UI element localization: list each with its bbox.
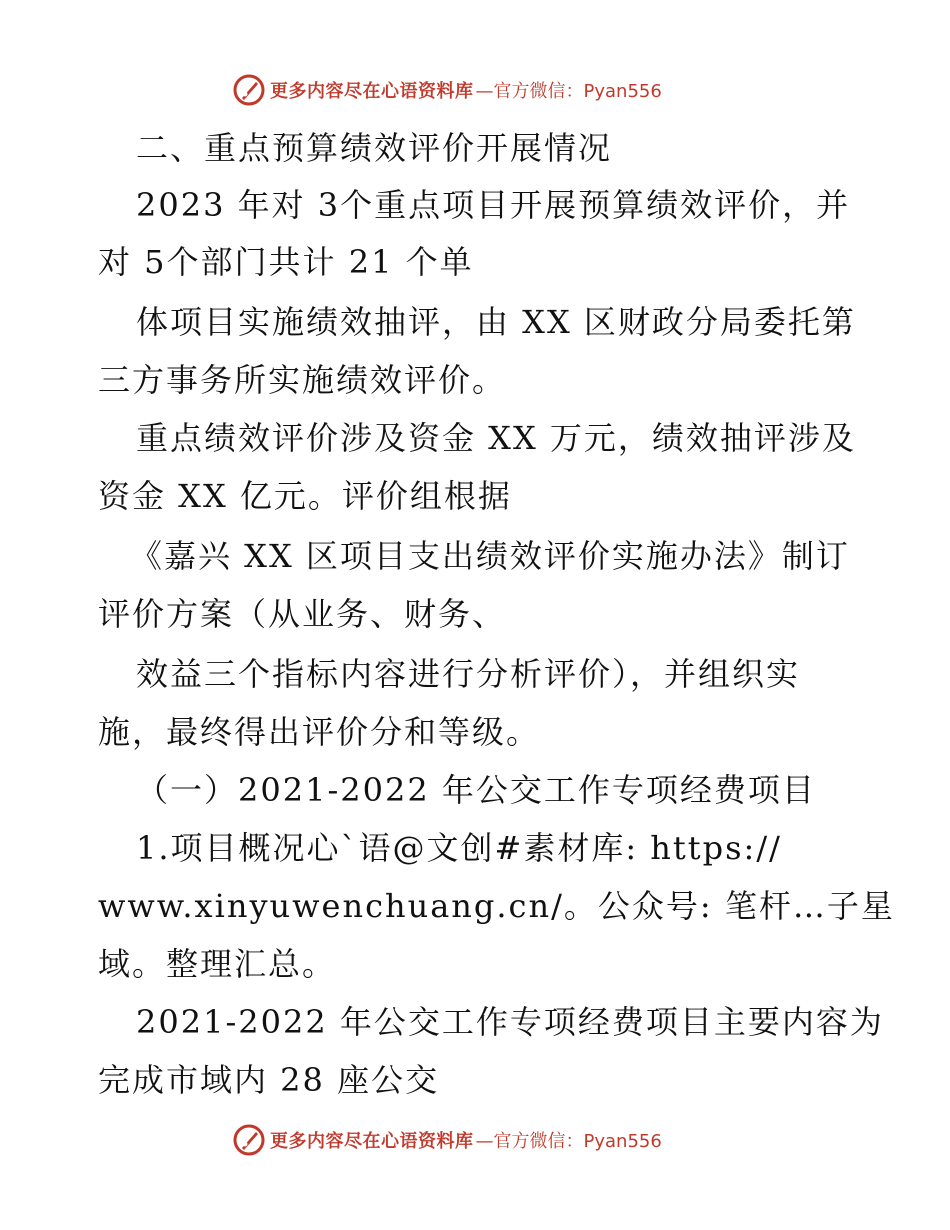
quill-pen-circle-icon xyxy=(232,73,266,107)
paragraph-line: 完成市域内 28 座公交 xyxy=(98,1061,440,1099)
section-heading: 二、重点预算绩效评价开展情况 xyxy=(136,129,613,167)
watermark-wechat-text: —官方微信：Pyan556 xyxy=(475,81,662,102)
paragraph-line: 施，最终得出评价分和等级。 xyxy=(98,713,541,751)
watermark-main-text: 更多内容尽在心语资料库 xyxy=(270,81,474,102)
paragraph-line: 评价方案（从业务、财务、 xyxy=(98,595,507,633)
watermark-wechat-text: —官方微信：Pyan556 xyxy=(475,1131,662,1152)
paragraph-line: 1.项目概况心`语@文创#素材库: https:// xyxy=(136,829,782,867)
paragraph-line: 体项目实施绩效抽评，由 XX 区财政分局委托第 xyxy=(136,303,856,341)
header-watermark xyxy=(0,70,950,110)
paragraph-line: 《嘉兴 XX 区项目支出绩效评价实施办法》制订 xyxy=(130,537,850,575)
watermark-main-text: 更多内容尽在心语资料库 xyxy=(270,1131,474,1152)
paragraph-line: 域。整理汇总。 xyxy=(98,945,337,983)
paragraph-line: 2021-2022 年公交工作专项经费项目主要内容为 xyxy=(136,1003,884,1041)
paragraph-line: www.xinyuwenchuang.cn/。公众号: 笔杆…子星 xyxy=(98,887,895,925)
paragraph-line: 资金 XX 亿元。评价组根据 xyxy=(98,477,512,515)
paragraph-line: 对 5个部门共计 21 个单 xyxy=(98,243,474,281)
subsection-heading: （一）2021-2022 年公交工作专项经费项目 xyxy=(136,771,816,809)
paragraph-line: 重点绩效评价涉及资金 XX 万元，绩效抽评涉及 xyxy=(136,419,856,457)
paragraph-line: 效益三个指标内容进行分析评价），并组织实 xyxy=(136,655,801,693)
paragraph-line: 2023 年对 3个重点项目开展预算绩效评价，并 xyxy=(136,186,851,224)
paragraph-line: 三方事务所实施绩效评价。 xyxy=(98,361,507,399)
quill-pen-circle-icon xyxy=(232,1123,266,1157)
footer-watermark xyxy=(0,1120,950,1160)
